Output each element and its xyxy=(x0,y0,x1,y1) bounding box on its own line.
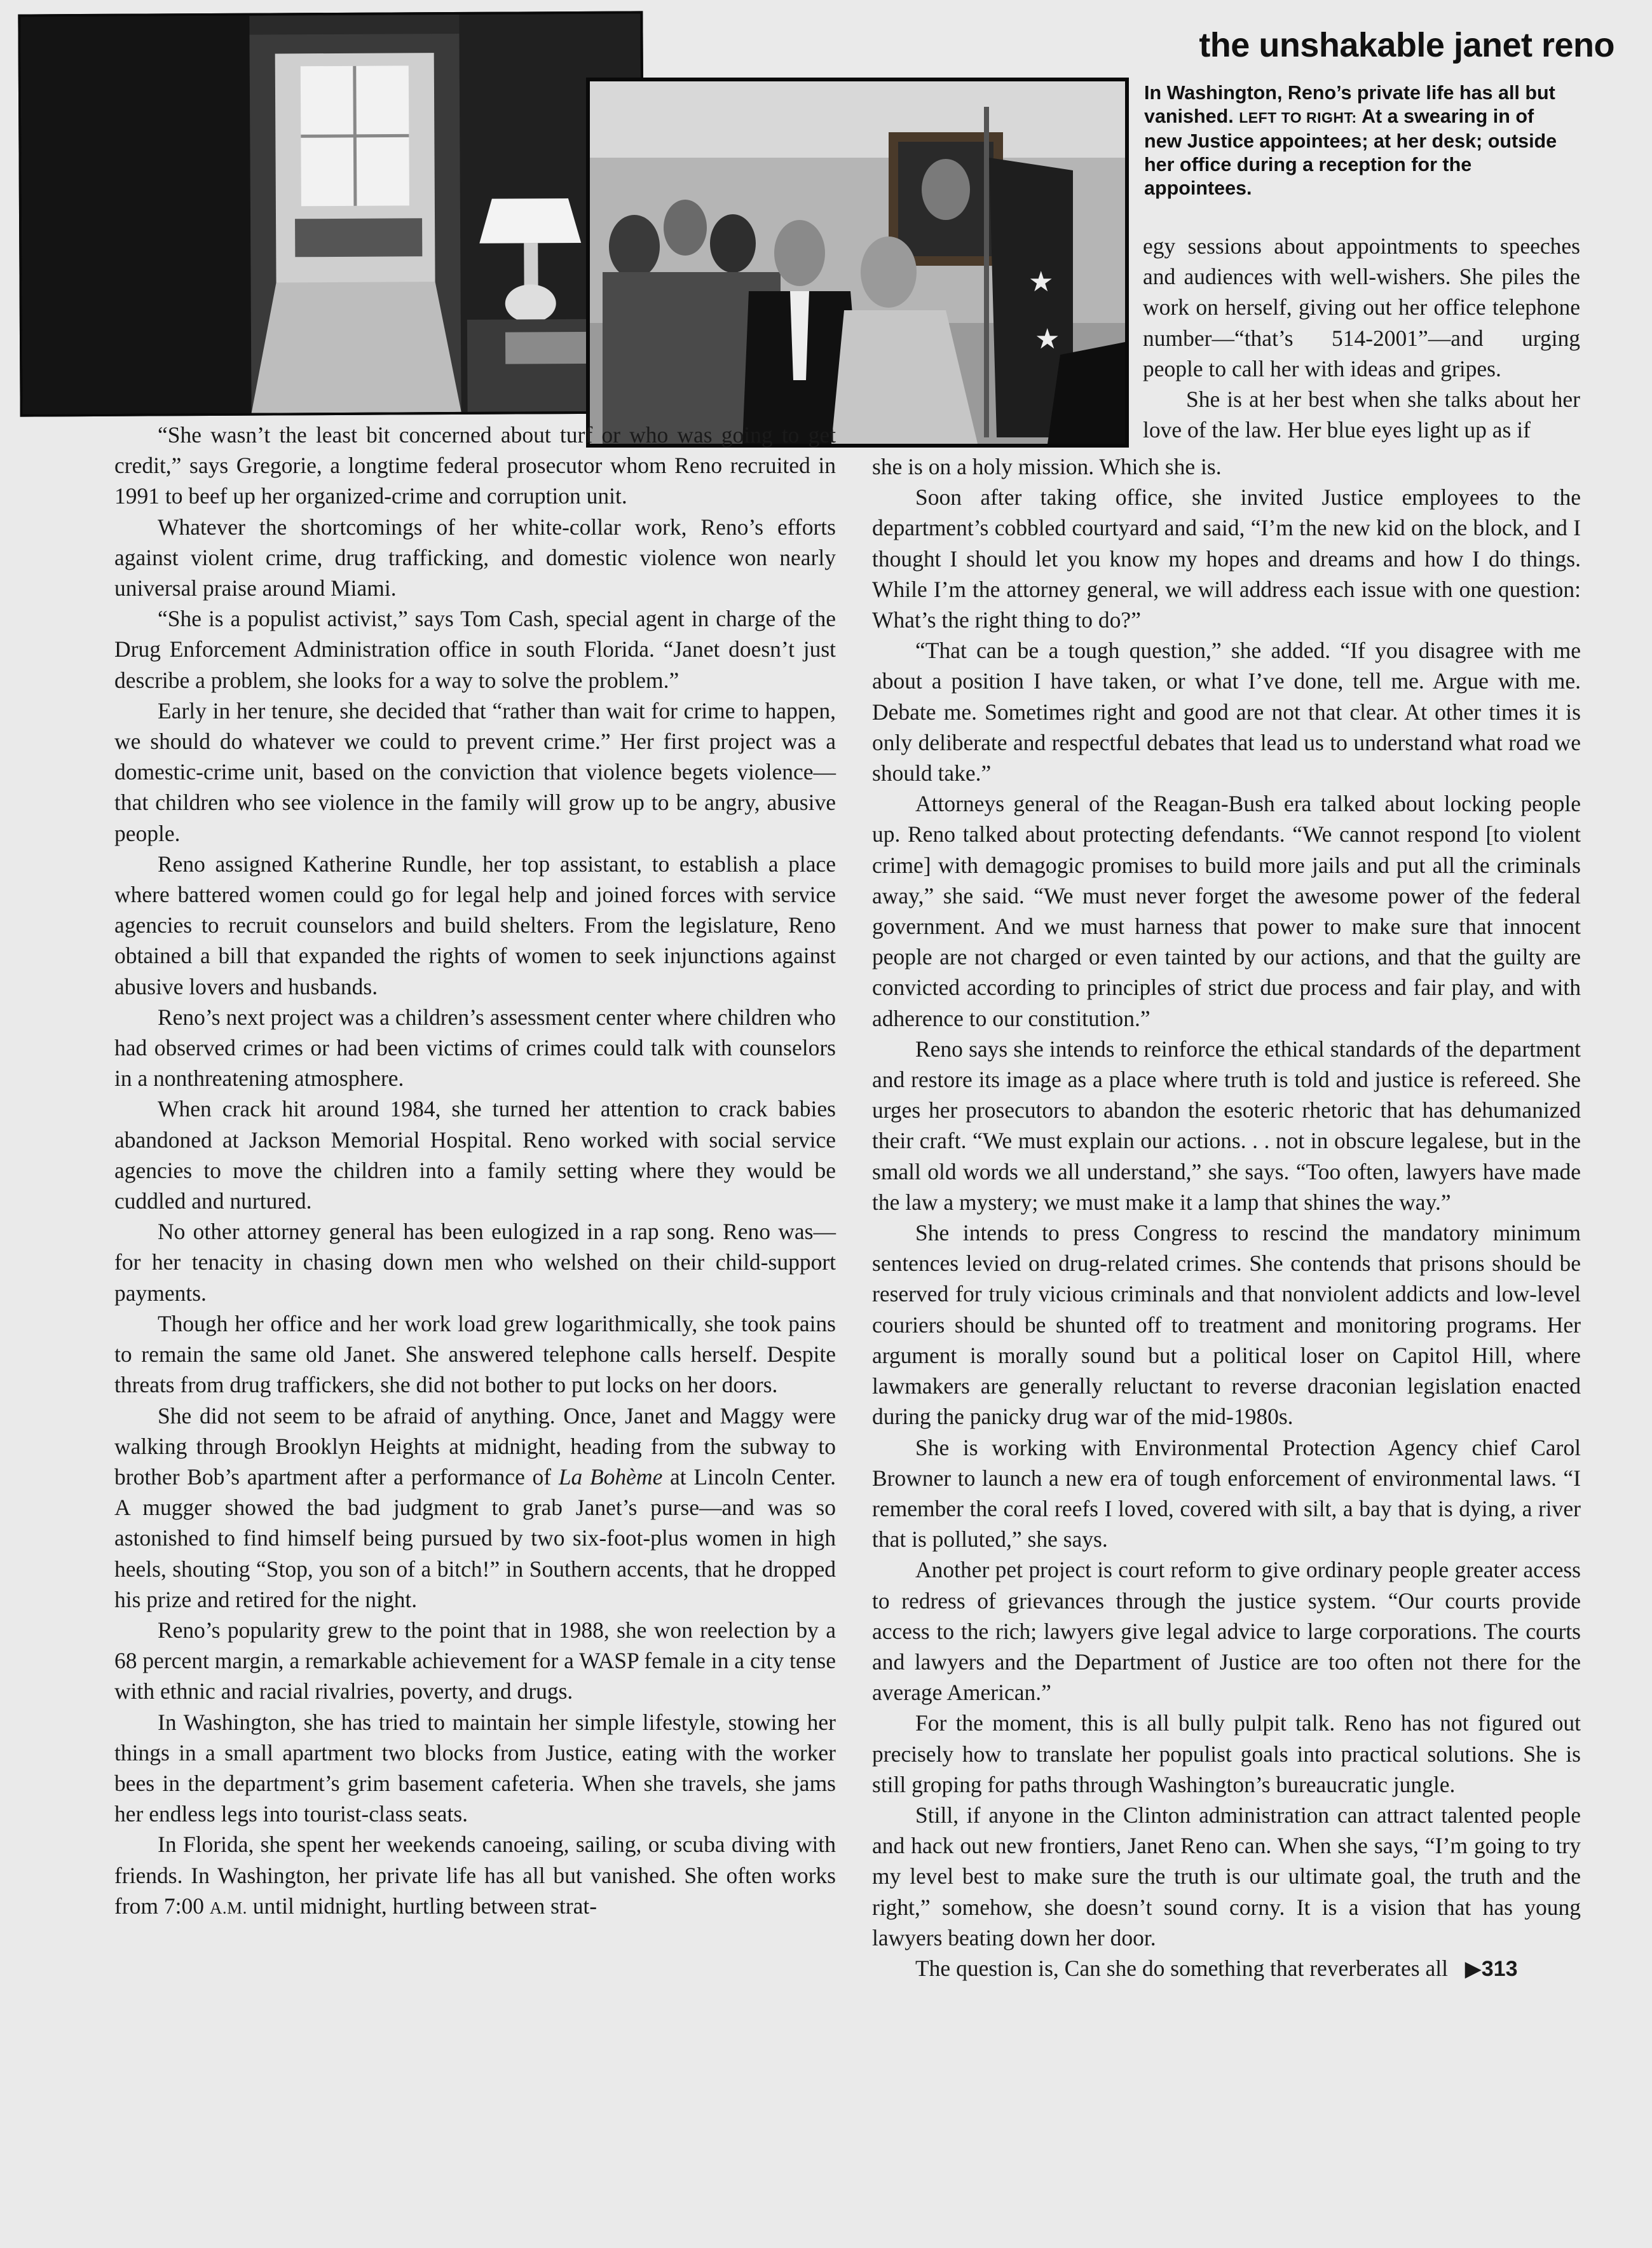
paragraph: she is on a holy mission. Which she is. xyxy=(872,454,1222,479)
continued-on-page[interactable]: ▶313 xyxy=(1464,1956,1518,1981)
paragraph: egy sessions about appointments to speeches and audiences with well-wishers. She piles the work on herself, giving out her office telephone number—“that’s 514-2001”—and urging people to call her with ideas and gripes. xyxy=(1143,233,1580,381)
time-suffix: A.M. xyxy=(209,1898,247,1917)
paragraph: Whatever the shortcomings of her white-collar work, Reno’s efforts against violent crime, drug trafficking, and domestic violence won nearly universal praise around Miami. xyxy=(114,514,836,601)
paragraph: Reno assigned Katherine Rundle, her top assistant, to establish a place where battered women could go for legal help and joined forces with service agencies to recruit counselors and build shelters. From the legislature, Reno obtained a bill that expanded the rights of women to seek injunctions against abusive lovers and husbands. xyxy=(114,851,836,999)
reception-hallway-illustration xyxy=(590,81,1125,444)
paragraph xyxy=(114,1401,836,1615)
paragraph xyxy=(114,420,836,512)
paragraph: She intends to press Congress to rescind the mandatory minimum sentences levied on drug-related crimes. She contends that prisons should be reserved for truly vicious criminals and that nonviolent addicts and low-level couriers should be shunted off to treatment and monitoring programs. Her argument is morally sound but a political loser on Capitol Hill, where lawmakers are generally reluctant to reverse draconian legislation enacted during the panicky drug war of the mid-1980s. xyxy=(872,1220,1581,1430)
paragraph-part: until midnight, hurtling between strat- xyxy=(252,1893,597,1919)
paragraph-part: The question is, Can she do something that reverberates all xyxy=(915,1955,1448,1981)
paragraph: For the moment, this is all bully pulpit talk. Reno has not figured out precisely how to translate her populist goals into practical solutions. She is still groping for paths through Washington’s bureaucratic jungle. xyxy=(872,1710,1581,1797)
article-title: the unshakable janet reno xyxy=(1199,26,1614,64)
paragraph: “She is a populist activist,” says Tom Cash, special agent in charge of the Drug Enforcement Administration office in south Florida. “Janet doesn’t just describe a problem, she looks for a way to solve the problem.” xyxy=(114,606,836,693)
paragraph xyxy=(872,1953,1581,1984)
photo-reception-hallway xyxy=(586,78,1129,448)
paragraph: Attorneys general of the Reagan-Bush era talked about locking people up. Reno talked about protecting defendants. “We cannot respond [to violent crime] with demagogic promises to build more jails and put all the criminals away,” she said. “We must never forget the awesome power of the federal government. And we must harness that power to make sure that innocent people are not charged or even tainted by our actions, and that the guilty are convicted according to principles of strict due process and fair play, and with adherence to our constitution.” xyxy=(872,791,1581,1031)
paragraph: Reno’s popularity grew to the point that in 1988, she won reelection by a 68 percent margin, a remarkable achievement for a WASP female in a city tense with ethnic and racial rivalries, poverty, and drugs. xyxy=(114,1617,836,1704)
paragraph: Reno’s next project was a children’s assessment center where children who had observed crimes or had been victims of crimes could talk with counselors in a nonthreatening atmosphere. xyxy=(114,1004,836,1092)
paragraph: In Washington, she has tried to maintain her simple lifestyle, stowing her things in a small apartment two blocks from Justice, eating with the worker bees in the department’s grim basement cafeteria. When she travels, she jams her endless legs into tourist-class seats. xyxy=(114,1709,836,1827)
paragraph: Though her office and her work load grew logarithmically, she took pains to remain the same old Janet. She answered telephone calls herself. Despite threats from drug traffickers, she did not bother to put locks on her doors. xyxy=(114,1310,836,1398)
caption-body: At a swearing in of new Justice appointees; at her desk; outside her office during a reception for the appointees. xyxy=(1144,106,1557,199)
svg-text:★: ★ xyxy=(1028,266,1054,298)
paragraph: Still, if anyone in the Clinton administration can attract talented people and hack out new frontiers, Janet Reno can. When she says, “I’m going to try my level best to make sure the truth is our ultimate goal, the truth and the right,” somehow, she doesn’t sound corny. It is a vision that has young lawyers beating down her door. xyxy=(872,1802,1581,1950)
left-column xyxy=(114,420,836,1923)
paragraph: She is working with Environmental Protection Agency chief Carol Browner to launch a new era of tough enforcement of environmental laws. “I remember the coral reefs I loved, covered with silt, a bay that is dying, a river that is polluted,” she says. xyxy=(872,1434,1581,1552)
paragraph: “That can be a tough question,” she added. “If you disagree with me about a position I have taken, or what I’ve done, tell me. Argue with me. Debate me. Sometimes right and good are not that clear. At other times it is only deliberate and respectful debates that lead us to understand what road we should take.” xyxy=(872,638,1581,786)
paragraph-part: In Florida, she spent her weekends canoeing, sailing, or scuba diving with friends. In Washington, her private life has all but vanished. She often works from 7:00 xyxy=(114,1832,836,1919)
paragraph: She is at her best when she talks about her love of the law. Her blue eyes light up as if xyxy=(1143,387,1580,443)
office-doorway-illustration xyxy=(20,13,642,414)
paragraph: Another pet project is court reform to give ordinary people greater access to redress of grievances through the justice system. “Our courts provide access to the rich; lawyers give legal advice to large corporations. The courts and lawyers and the Department of Justice are too often not there for the average American.” xyxy=(872,1557,1581,1706)
paragraph-part: at Lincoln Center. A mugger showed the bad judgment to grab Janet’s purse—and was so astonished to find himself being pursued by two six-foot-plus women in high heels, shouting “Stop, you son of a bitch!” in Southern accents, that he dropped his prize and retired for the night. xyxy=(114,1463,836,1612)
caption-direction: LEFT TO RIGHT: xyxy=(1239,109,1357,126)
paragraph-rest: turf or who was going to get credit,” says Gregorie, a longtime federal prosecutor whom Reno recruited in 1991 to beef up her organized-crime and corruption unit. xyxy=(114,422,836,509)
paragraph: Reno says she intends to reinforce the ethical standards of the department and restore its image as a place where truth is told and justice is refereed. She urges her prosecutors to abandon the esoteric rhetoric that has dehumanized their craft. “We must explain our actions. . . not in obscure legalese, but in the small old words we all understand,” she says. “Too often, lawyers have made the law a mystery; we must make it a lamp that shines the way.” xyxy=(872,1036,1581,1215)
photo-office-doorway xyxy=(18,11,645,416)
paragraph-lead: “She wasn’t the least bit concerned about xyxy=(158,422,551,448)
caption-lead: In Washington, Reno’s private life has all but vanished. xyxy=(1144,82,1555,127)
paragraph: When crack hit around 1984, she turned her attention to crack babies abandoned at Jackson Memorial Hospital. Reno worked with social service agencies to move the children into a family setting where they would be cuddled and nurtured. xyxy=(114,1096,836,1214)
paragraph-part: She did not seem to be afraid of anything. Once, Janet and Maggy were walking through Brooklyn Heights at midnight, heading from the subway to brother Bob’s apartment after a performance of xyxy=(114,1402,836,1490)
photo-caption xyxy=(1144,81,1576,200)
paragraph: No other attorney general has been eulogized in a rap song. Reno was—for her tenacity in chasing down men who welshed on their child-support payments. xyxy=(114,1219,836,1306)
right-column xyxy=(872,451,1581,1984)
opera-title: La Bohème xyxy=(558,1463,663,1490)
paragraph: Early in her tenure, she decided that “rather than wait for crime to happen, we should do whatever we could to prevent crime.” Her first project was a domestic-crime unit, based on the conviction that violence begets violence—that children who see violence in the family will grow up to be angry, abusive people. xyxy=(114,697,836,846)
right-column-top xyxy=(1143,231,1580,445)
paragraph: Soon after taking office, she invited Justice employees to the department’s cobbled courtyard and said, “I’m the new kid on the block, and I thought I should let you know my hopes and dreams and how I do things. While I’m the attorney general, we will address each issue with one question: What’s the right thing to do?” xyxy=(872,484,1581,633)
svg-text:★: ★ xyxy=(1035,323,1060,355)
paragraph xyxy=(114,1829,836,1923)
